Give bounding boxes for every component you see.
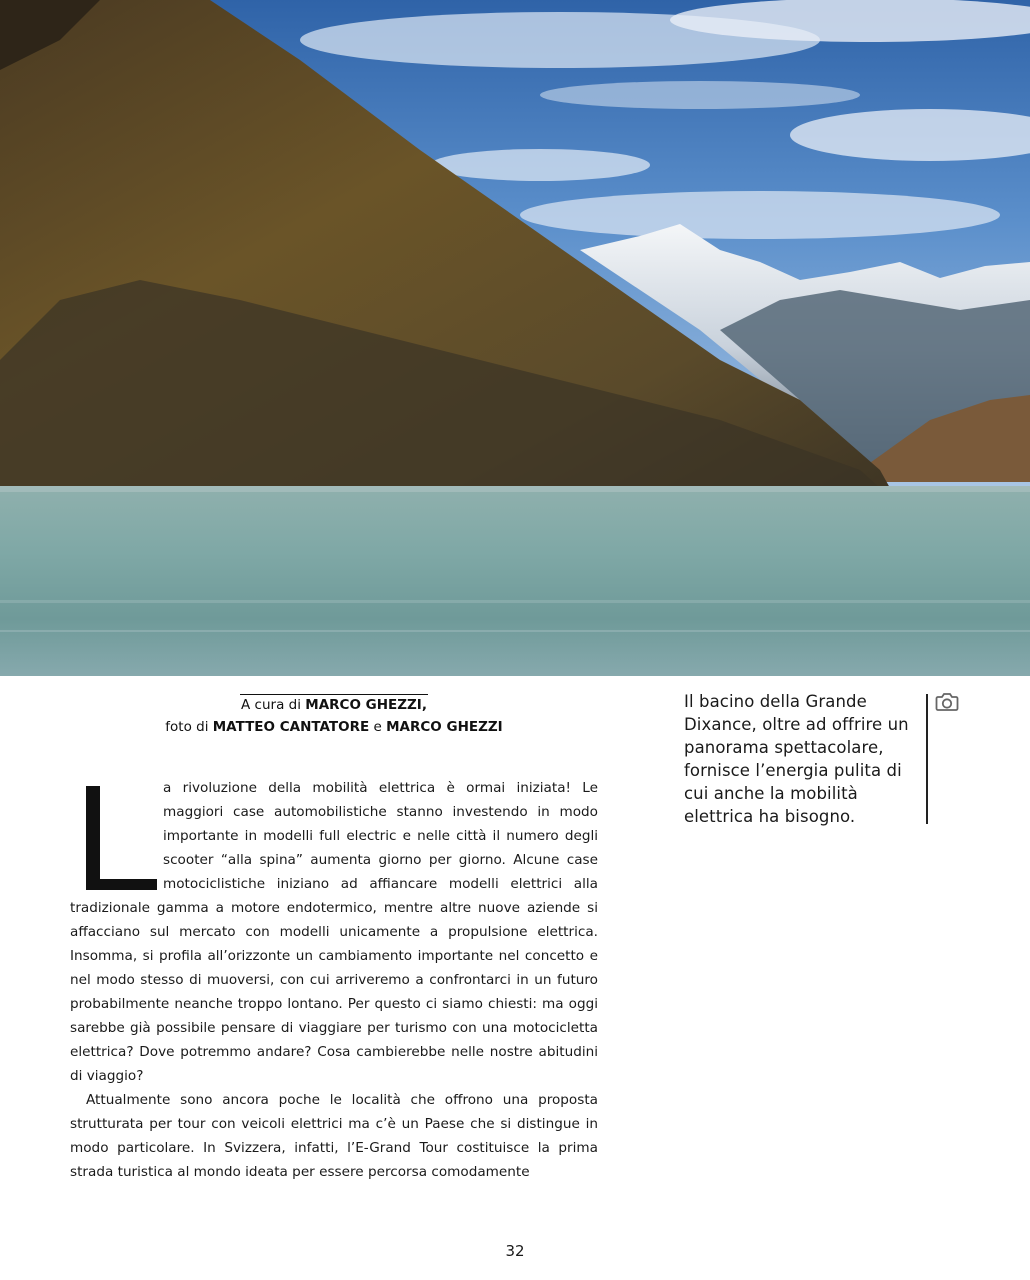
credits-line-2: [70, 716, 598, 738]
page-number: 32: [505, 1242, 525, 1260]
photographer-1: MATTEO CANTATORE: [212, 719, 370, 735]
photo-credit-conj: e: [369, 719, 387, 735]
credits-line-1: [70, 694, 598, 716]
article-credits: [70, 694, 598, 738]
caption-divider: [926, 694, 928, 824]
photo-credit-prefix: foto di: [165, 719, 213, 735]
article-body: [70, 776, 598, 1184]
photographer-2: MARCO GHEZZI: [386, 719, 503, 735]
paragraph-2: Attualmente sono ancora poche le località che offrono una proposta strutturata per tour con veicoli elettrici ma c’è un Paese che si distingue in modo particolare. In Svizzera, infatti, l’E-Grand Tour costituisce la prima strada turistica al mondo ideata per essere percorsa comodamente: [70, 1092, 598, 1180]
credits-prefix: A cura di: [241, 697, 306, 713]
credits-author: MARCO GHEZZI,: [305, 697, 427, 713]
paragraph-1: a rivoluzione della mobilità elettrica è ormai iniziata! Le maggiori case automobilistiche stanno investendo in modo importante in modelli full electric e nelle città il numero degli scooter “alla spina” aumenta giorno per giorno. Alcune case motociclistiche iniziano ad affiancare modelli elettrici alla tradizionale gamma a motore endotermico, mentre altre nuove aziende si affacciano sul mercato con modelli unicamente a propulsione elettrica. Insomma, si profila all’orizzonte un cambiamento importante nel concetto e nel modo stesso di muoversi, con cui arriveremo a confrontarci in un futuro probabilmente neanche troppo lontano. Per questo ci siamo chiesti: ma oggi sarebbe già possibile pensare di viaggiare per turismo con una motocicletta elettrica? Dove potremmo andare? Cosa cambierebbe nelle nostre abitudini di viaggio?: [70, 780, 598, 1084]
camera-icon: [935, 691, 959, 713]
photo-caption: Il bacino della Grande Dixance, oltre ad offrire un panorama spettacolare, fornisce l’energia pulita di cui anche la mobilità elettrica ha bisogno.: [684, 692, 909, 826]
drop-cap-letter: [70, 780, 163, 892]
drop-cap: [70, 780, 163, 892]
